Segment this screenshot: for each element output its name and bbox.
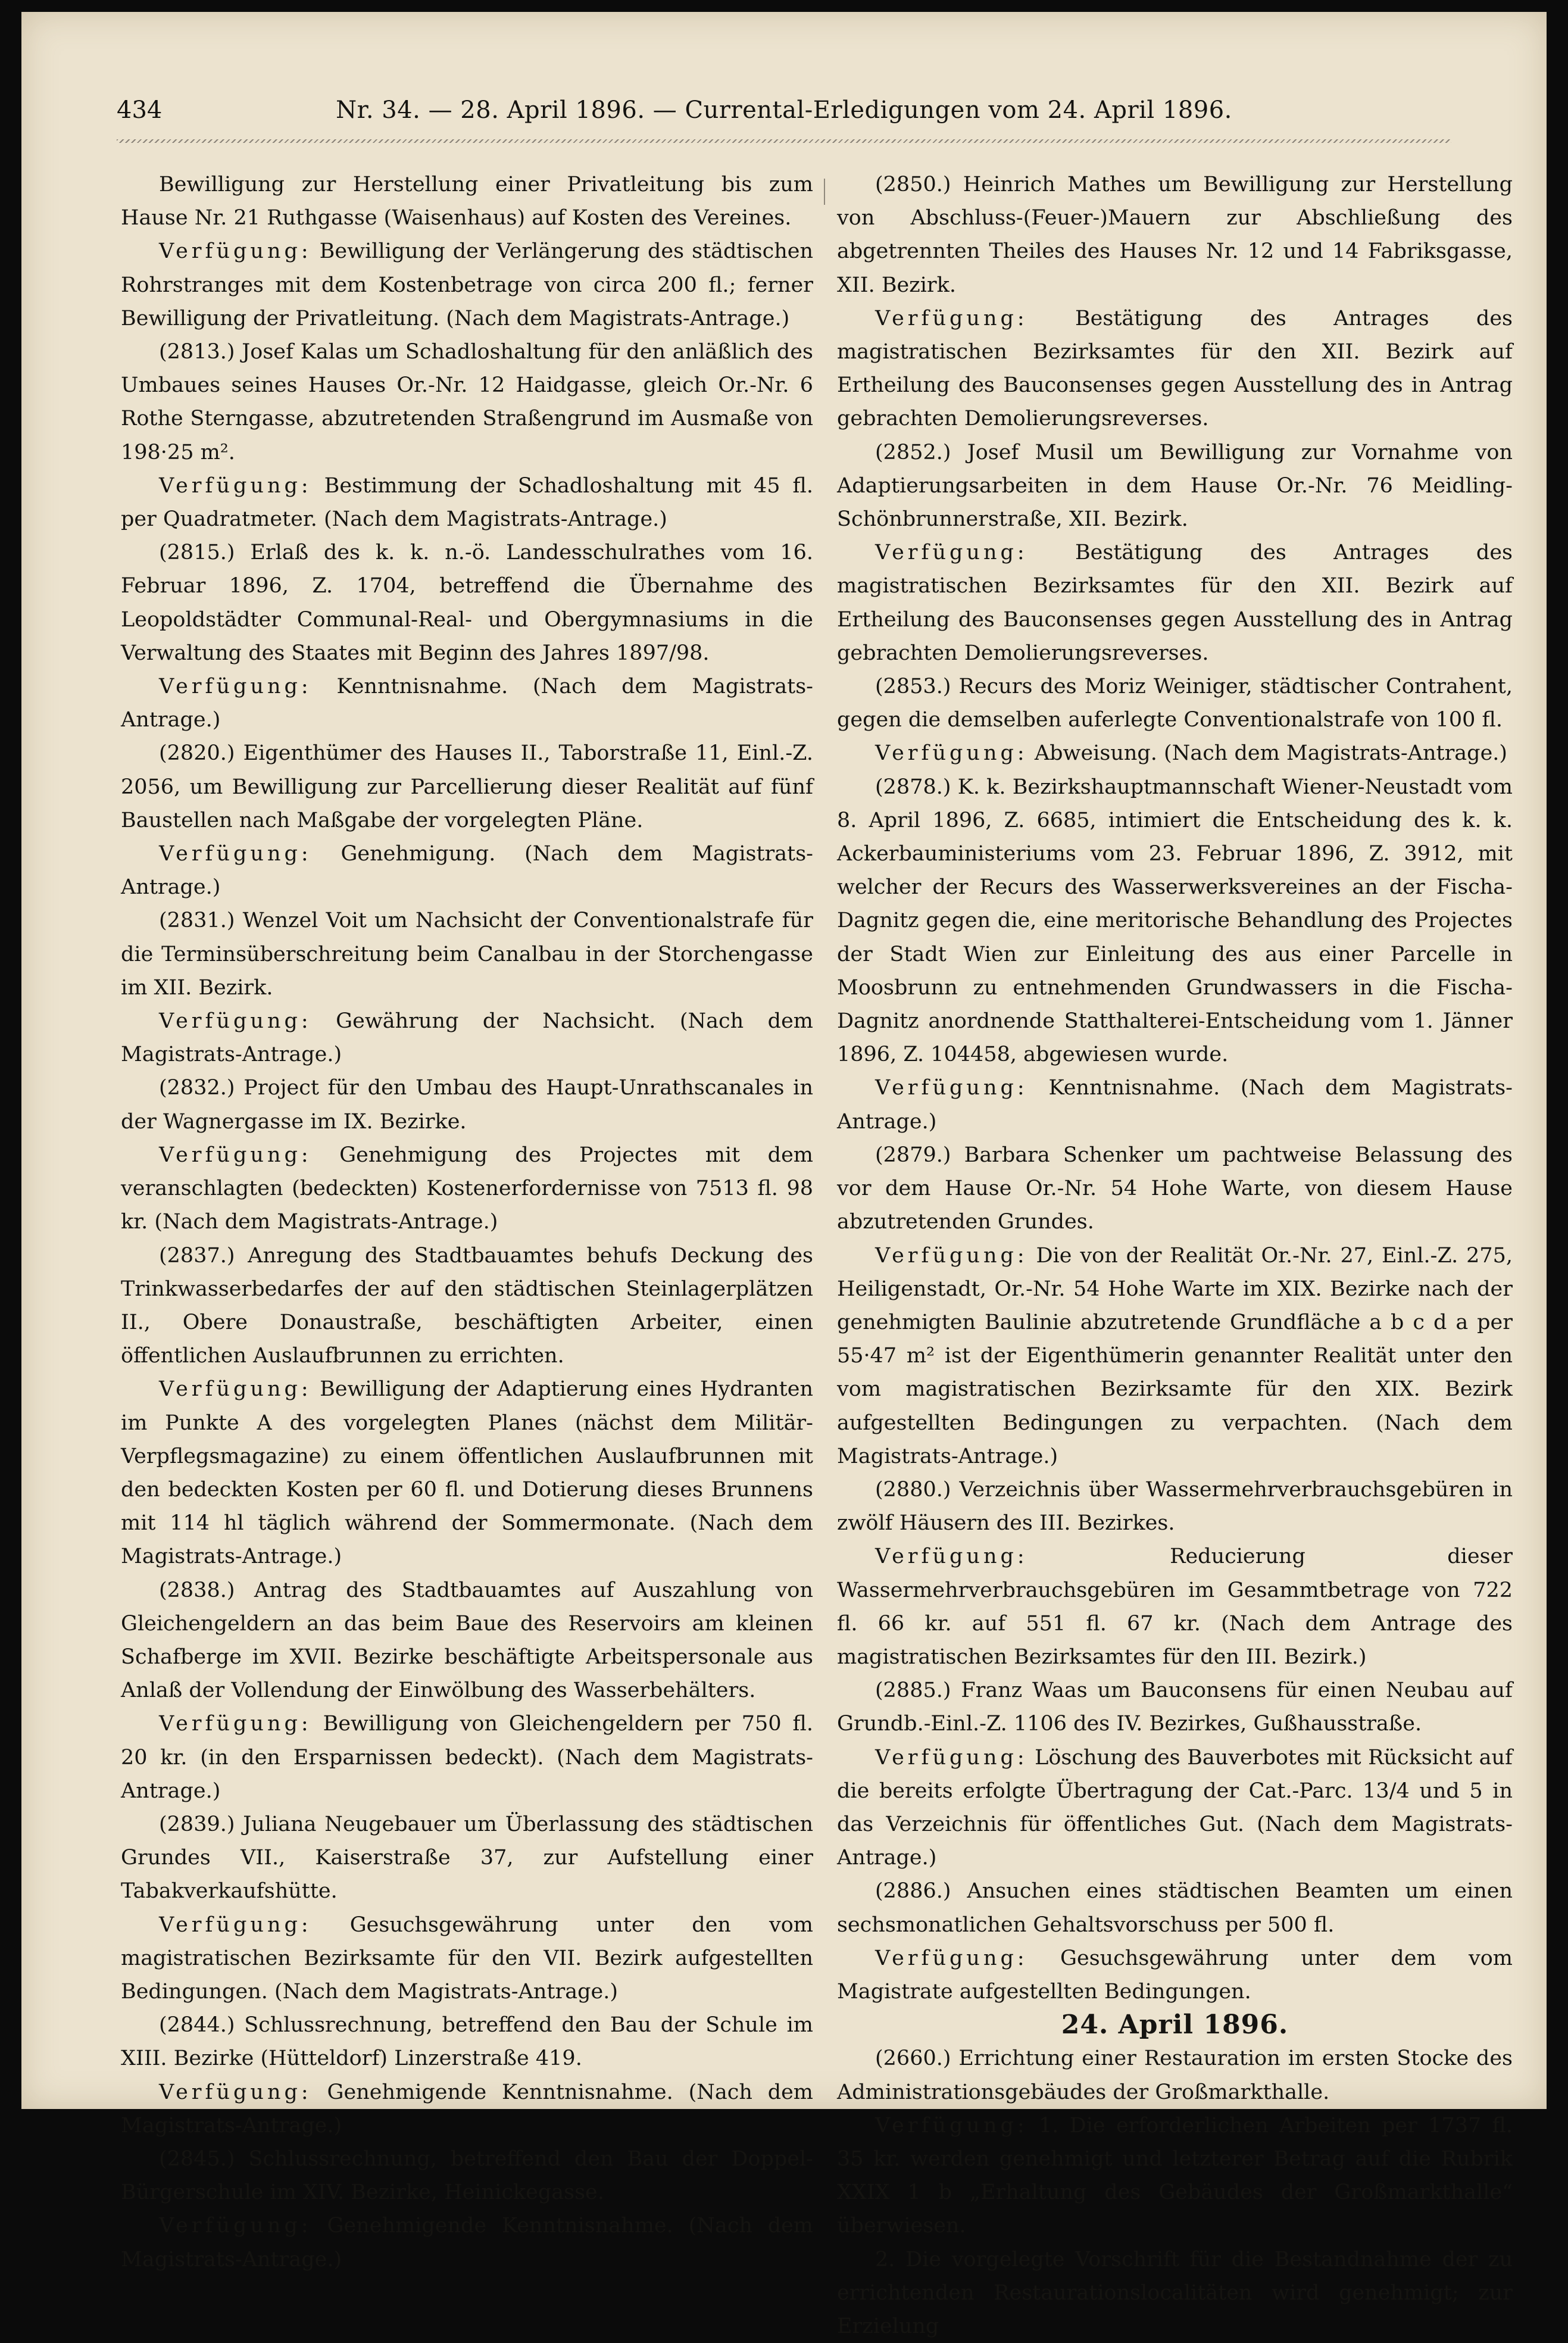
- decision-paragraph: [121, 469, 813, 536]
- entry-paragraph: (2660.) Errichtung einer Restauration im ersten Stocke des Administrationsgebäudes der Großmarkthalle.: [837, 2046, 1513, 2104]
- decision-label: Verfügung:: [159, 675, 312, 699]
- decision-label: Verfügung:: [159, 473, 312, 498]
- decision-paragraph: [121, 670, 813, 737]
- decision-text: Bestätigung des Antrages des magistratischen Bezirksamtes für den XII. Bezirk auf Ertheilung des Bauconsenses gegen Ausstellung des in Antrag gebrachten Demolierungsreverses.: [837, 306, 1513, 431]
- entry-paragraph: (2885.) Franz Waas um Bauconsens für einen Neubau auf Grundb.-Einl.-Z. 1106 des IV. Bezirkes, Gußhausstraße.: [837, 1679, 1513, 1736]
- decision-paragraph: [837, 302, 1513, 436]
- decision-text: Löschung des Bauverbotes mit Rücksicht auf die bereits erfolgte Übertragung der Cat.-Parc. 13/4 und 5 in das Verzeichnis für öffentliches Gut. (Nach dem Magistrats-Antrage.): [837, 1745, 1513, 1870]
- decision-label: Verfügung:: [159, 1377, 312, 1402]
- decision-paragraph: [837, 536, 1513, 670]
- entry-paragraph: (2831.) Wenzel Voit um Nachsicht der Conventionalstrafe für die Terminsüberschreitung beim Canalbau in der Storchengasse im XII. Bezirk.: [121, 909, 813, 1000]
- decision-label: Verfügung:: [875, 306, 1028, 330]
- entry-paragraph: (2886.) Ansuchen eines städtischen Beamten um einen sechsmonatlichen Gehaltsvorschuss per 500 fl.: [837, 1879, 1513, 1937]
- decision-text: Genehmigende Kenntnisnahme. (Nach dem Magistrats-Antrage.): [121, 2080, 813, 2138]
- entry-paragraph: (2815.) Erlaß des k. k. n.-ö. Landesschulrathes vom 16. Februar 1896, Z. 1704, betreffend die Übernahme des Leopoldstädter Communal-Real- und Obergymnasiums in die Verwaltung des Staates mit Beginn des Jahres 1897/98.: [121, 541, 813, 665]
- decision-text: Gesuchsgewährung unter dem vom Magistrate aufgestellten Bedingungen.: [837, 1946, 1513, 2004]
- right-column: [837, 168, 1513, 2343]
- entry-paragraph: (2845.) Schlussrechnung, betreffend den Bau der Doppel-Bürgerschule im XIV. Bezirke, Heinickegasse.: [121, 2147, 813, 2205]
- decision-paragraph: [121, 2076, 813, 2142]
- decision-label: Verfügung:: [159, 2214, 312, 2238]
- decision-label: Verfügung:: [159, 2080, 312, 2104]
- decision-text: Genehmigung. (Nach dem Magistrats-Antrage.): [121, 842, 813, 900]
- entry-paragraph: Bewilligung zur Herstellung einer Privatleitung bis zum Hause Nr. 21 Ruthgasse (Waisenhaus) auf Kosten des Vereines.: [121, 173, 813, 230]
- decision-paragraph: [121, 1004, 813, 1071]
- decision-paragraph: [837, 737, 1513, 770]
- decision-paragraph: [121, 1372, 813, 1573]
- decision-paragraph: [837, 1239, 1513, 1473]
- decision-paragraph: [121, 837, 813, 904]
- decision-paragraph: [121, 1707, 813, 1808]
- decision-label: Verfügung:: [875, 741, 1028, 766]
- newspaper-page: [21, 12, 1547, 2338]
- decision-paragraph: [121, 235, 813, 335]
- decision-text: Bestimmung der Schadloshaltung mit 45 fl. per Quadratmeter. (Nach dem Magistrats-Antrage.): [121, 473, 813, 532]
- decision-text: Reducierung dieser Wassermehrverbrauchsgebüren im Gesammtbetrage von 722 fl. 66 kr. auf 551 fl. 67 kr. (Nach dem Antrage des magistratischen Bezirksamtes für den III. Bezirk.): [837, 1545, 1513, 1669]
- decision-label: Verfügung:: [159, 1913, 312, 1937]
- decision-text: 1. Die erforderlichen Arbeiten per 1737 fl. 35 kr. werden genehmigt und letzterer Betrag auf die Rubrik XXIX 1 b „Erhaltung des Gebäudes der Großmarkthalle“ überwiesen.: [837, 2113, 1513, 2238]
- decision-label: Verfügung:: [159, 1009, 312, 1034]
- decision-text: Bestätigung des Antrages des magistratischen Bezirksamtes für den XII. Bezirk auf Ertheilung des Bauconsenses gegen Ausstellung des in Antrag gebrachten Demolierungsreverses.: [837, 541, 1513, 665]
- decision-label: Verfügung:: [875, 1745, 1028, 1770]
- entry-paragraph: (2837.) Anregung des Stadtbauamtes behufs Deckung des Trinkwasserbedarfes der auf den städtischen Steinlagerplätzen II., Obere Donaustraße, beschäftigten Arbeiter, einen öffentlichen Auslaufbrunnen zu errichten.: [121, 1243, 813, 1368]
- decision-paragraph: [837, 1942, 1513, 2008]
- page-header: [117, 96, 1451, 132]
- decision-text: Bewilligung von Gleichengeldern per 750 fl. 20 kr. (in den Ersparnissen bedeckt). (Nach dem Magistrats-Antrage.): [121, 1712, 813, 1803]
- decision-paragraph: [121, 2209, 813, 2276]
- entry-paragraph: (2844.) Schlussrechnung, betreffend den Bau der Schule im XIII. Bezirke (Hütteldorf) Linzerstraße 419.: [121, 2013, 813, 2071]
- decision-text: Abweisung. (Nach dem Magistrats-Antrage.): [1027, 741, 1508, 766]
- entry-paragraph: (2852.) Josef Musil um Bewilligung zur Vornahme von Adaptierungsarbeiten in dem Hause Or.-Nr. 76 Meidling-Schönbrunnerstraße, XII. Bezirk.: [837, 440, 1513, 532]
- entry-paragraph: (2879.) Barbara Schenker um pachtweise Belassung des vor dem Hause Or.-Nr. 54 Hohe Warte, von diesem Hause abzutretenden Grundes.: [837, 1143, 1513, 1234]
- date-heading: 24. April 1896.: [1061, 2010, 1289, 2041]
- entry-paragraph: (2820.) Eigenthümer des Hauses II., Taborstraße 11, Einl.-Z. 2056, um Bewilligung zur Parcellierung dieser Realität auf fünf Baustellen nach Maßgabe der vorgelegten Pläne.: [121, 741, 813, 832]
- decision-label: Verfügung:: [875, 1243, 1028, 1268]
- entry-paragraph: (2832.) Project für den Umbau des Haupt-Unrathscanales in der Wagnergasse im IX. Bezirke.: [121, 1076, 813, 1134]
- decision-label: Verfügung:: [159, 239, 312, 264]
- entry-paragraph: 2. Die vorgelegte Vorschrift für die Bestandnahme der zu errichtenden Restaurationslocalitäten wird genehmigt; zur Erzielung: [837, 2247, 1513, 2338]
- decision-paragraph: [121, 1138, 813, 1239]
- decision-text: Bewilligung der Adaptierung eines Hydranten im Punkte A des vorgelegten Planes (nächst dem Militär-Verpflegsmagazine) zu einem öffentlichen Auslaufbrunnen mit den bedeckten Kosten per 60 fl. und Dotierung dieses Brunnens mit 114 hl täglich während der Sommermonate. (Nach dem Magistrats-Antrage.): [121, 1377, 813, 1569]
- decision-paragraph: [121, 1908, 813, 2009]
- decision-label: Verfügung:: [159, 842, 312, 866]
- decision-text: Genehmigung des Projectes mit dem veranschlagten (bedeckten) Kostenerfordernisse von 7513 fl. 98 kr. (Nach dem Magistrats-Antrage.): [121, 1143, 813, 1234]
- decision-paragraph: [837, 1071, 1513, 1138]
- decision-text: Genehmigende Kenntnisnahme. (Nach dem Magistrats-Antrage.): [121, 2214, 813, 2272]
- decision-label: Verfügung:: [875, 1076, 1028, 1100]
- decision-text: Gewährung der Nachsicht. (Nach dem Magistrats-Antrage.): [121, 1009, 813, 1067]
- decision-paragraph: [837, 2109, 1513, 2243]
- decision-label: Verfügung:: [159, 1143, 312, 1167]
- left-column: [121, 168, 813, 2276]
- entry-paragraph: (2853.) Recurs des Moriz Weiniger, städtischer Contrahent, gegen die demselben auferlegte Conventionalstrafe von 100 fl.: [837, 675, 1513, 732]
- decision-text: Kenntnisnahme. (Nach dem Magistrats-Antrage.): [837, 1076, 1513, 1134]
- decision-paragraph: [837, 1540, 1513, 1674]
- decision-label: Verfügung:: [875, 1946, 1028, 1970]
- entry-paragraph: (2813.) Josef Kalas um Schadloshaltung für den anläßlich des Umbaues seines Hauses Or.-Nr. 12 Haidgasse, gleich Or.-Nr. 6 Rothe Sterngasse, abzutretenden Straßengrund im Ausmaße von 198·25 m².: [121, 340, 813, 464]
- decision-text: Gesuchsgewährung unter den vom magistratischen Bezirksamte für den VII. Bezirk aufgestellten Bedingungen. (Nach dem Magistrats-Antrage.): [121, 1913, 813, 2004]
- running-head: Nr. 34. — 28. April 1896. — Currental-Erledigungen vom 24. April 1896.: [336, 96, 1232, 124]
- column-rule: [824, 179, 825, 205]
- decision-label: Verfügung:: [159, 1712, 312, 1736]
- entry-paragraph: (2850.) Heinrich Mathes um Bewilligung zur Herstellung von Abschluss-(Feuer-)Mauern zur Abschließung des abgetrennten Theiles des Hauses Nr. 12 und 14 Fabriksgasse, XII. Bezirk.: [837, 173, 1513, 297]
- decision-label: Verfügung:: [875, 1545, 1028, 1569]
- entry-paragraph: (2838.) Antrag des Stadtbauamtes auf Auszahlung von Gleichengeldern an das beim Baue des Reservoirs am kleinen Schafberge im XVII. Bezirke beschäftigte Arbeitspersonale aus Anlaß der Vollendung der Einwölbung des Wasserbehälters.: [121, 1578, 813, 1703]
- decision-text: Bewilligung der Verlängerung des städtischen Rohrstranges mit dem Kostenbetrage von circa 200 fl.; ferner Bewilligung der Privatleitung. (Nach dem Magistrats-Antrage.): [121, 239, 813, 330]
- decision-text: Die von der Realität Or.-Nr. 27, Einl.-Z. 275, Heiligenstadt, Or.-Nr. 54 Hohe Warte im XIX. Bezirke nach der genehmigten Baulinie abzutretende Grundfläche a b c d a per 55·47 m² ist der Eigenthümerin genannter Realität unter den vom magistratischen Bezirksamte für den XIX. Bezirk aufgestellten Bedingungen zu verpachten. (Nach dem Magistrats-Antrage.): [837, 1243, 1513, 1468]
- decision-text: Kenntnisnahme. (Nach dem Magistrats-Antrage.): [121, 675, 813, 732]
- decision-paragraph: [837, 1741, 1513, 1875]
- entry-paragraph: (2878.) K. k. Bezirkshauptmannschaft Wiener-Neustadt vom 8. April 1896, Z. 6685, intimiert die Entscheidung des k. k. Ackerbauministeriums vom 23. Februar 1896, Z. 3912, mit welcher der Recurs des Wasserwerksvereines an der Fischa-Dagnitz gegen die, eine meritorische Behandlung des Projectes der Stadt Wien zur Einleitung des aus einer Parcelle in Moosbrunn zu entnehmenden Grundwassers in die Fischa-Dagnitz anordnende Statthalterei-Entscheidung vom 1. Jänner 1896, Z. 104458, abgewiesen wurde.: [837, 775, 1513, 1067]
- decision-label: Verfügung:: [875, 2113, 1028, 2138]
- entry-paragraph: (2839.) Juliana Neugebauer um Überlassung des städtischen Grundes VII., Kaiserstraße 37, zur Aufstellung einer Tabakverkaufshütte.: [121, 1812, 813, 1904]
- header-rule: [117, 139, 1451, 143]
- decision-label: Verfügung:: [875, 541, 1028, 565]
- page-number: 434: [117, 96, 163, 124]
- entry-paragraph: (2880.) Verzeichnis über Wassermehrverbrauchsgebüren in zwölf Häusern des III. Bezirkes.: [837, 1477, 1513, 1536]
